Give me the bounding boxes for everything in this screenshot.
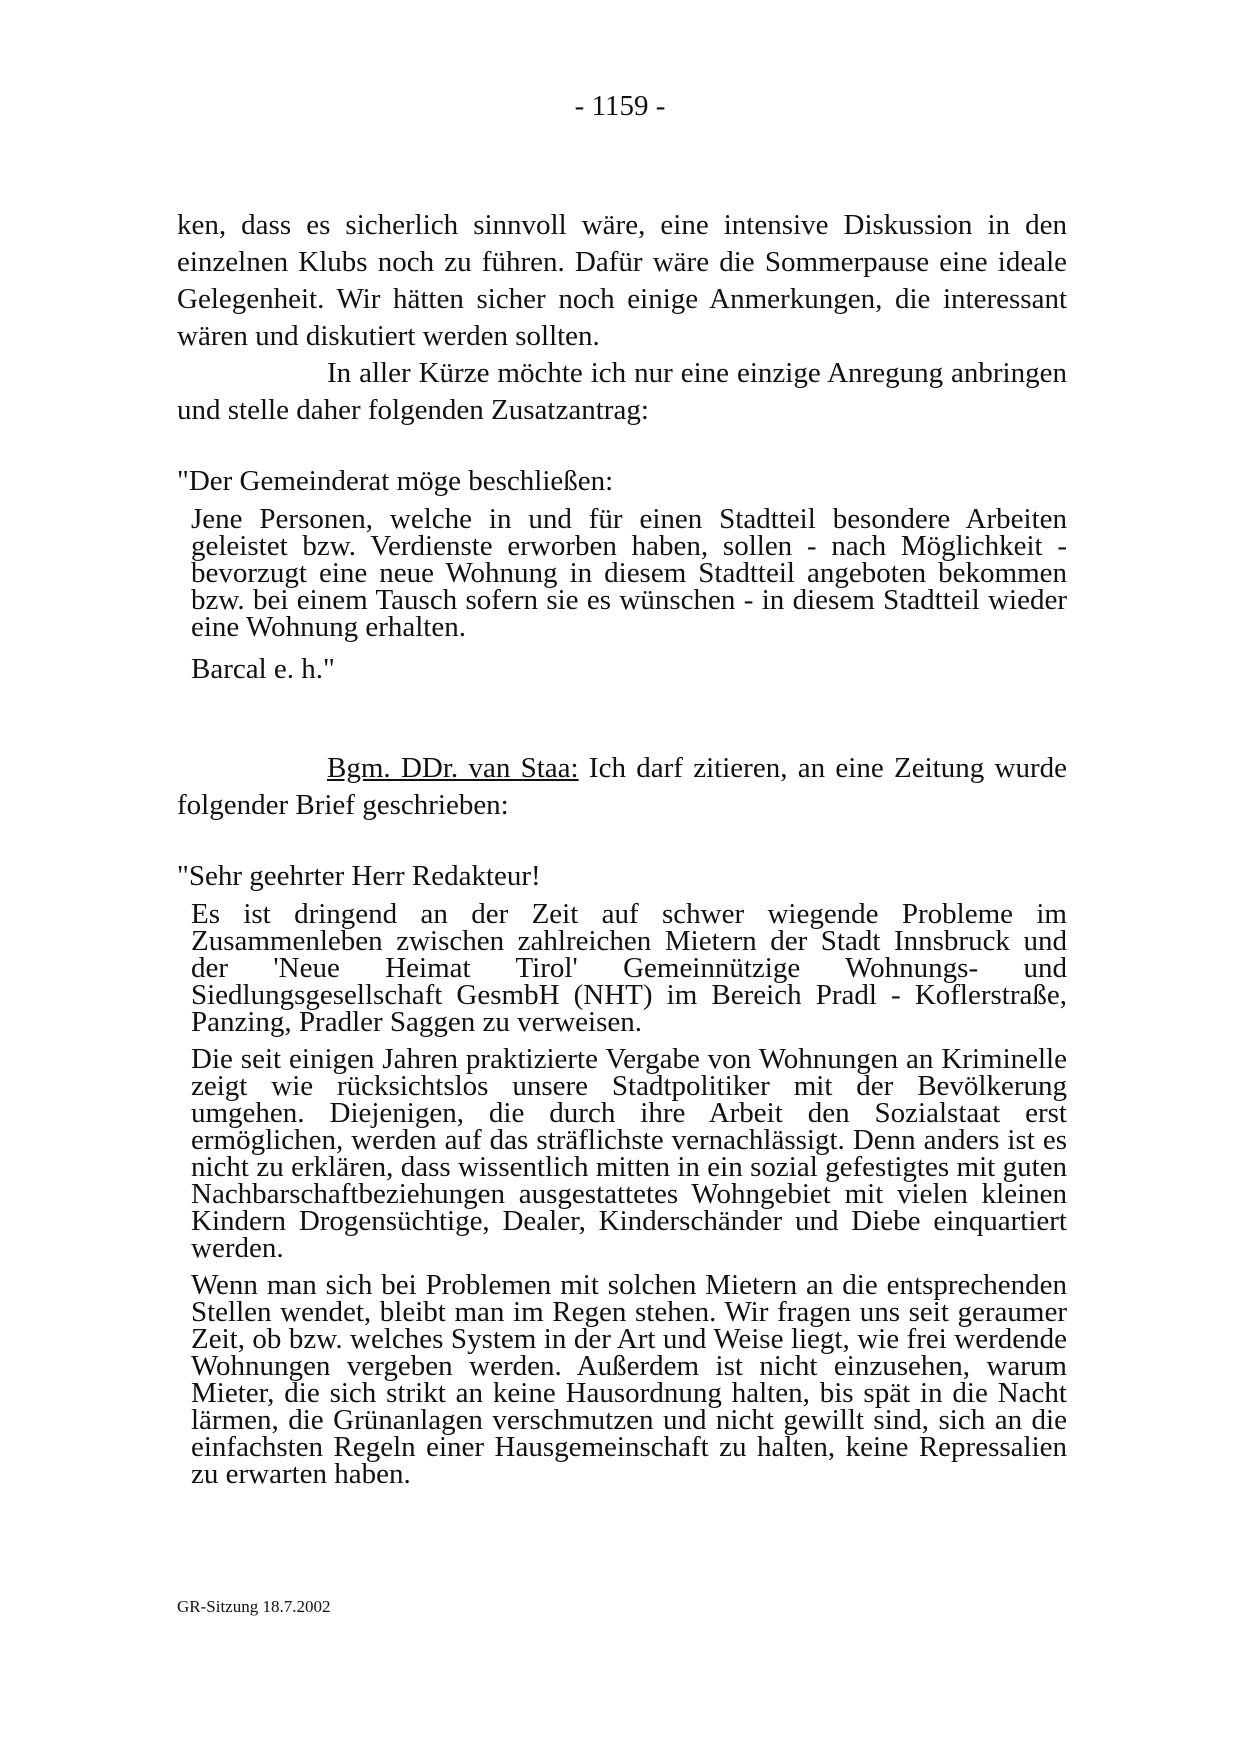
speaker-name: Bgm. DDr. van Staa: [327, 752, 579, 784]
document-body [177, 207, 1067, 1498]
letter-paragraph-2: Die seit einigen Jahren praktizierte Vergabe von Wohnungen an Kriminelle zeigt wie rücksichtslos unsere Stadtpolitiker mit der Bevölkerung umgehen. Diejenigen, die durch ihre Arbeit den Sozialstaat erst ermöglichen, werden auf das sträflichste vernachlässigt. Denn anders ist es nicht zu erklären, dass wissentlich mitten in ein sozial gefestigtes mit guten Nachbarschaftbeziehungen ausgestattetes Wohngebiet mit vielen kleinen Kindern Drogensüchtige, Dealer, Kinderschänder und Diebe einquartiert werden. [191, 1043, 1067, 1264]
speaker-statement: Ich darf zitieren, an eine Zeitung wurde folgender Brief geschrieben: [177, 752, 1067, 821]
motion-signature: Barcal e. h." [191, 653, 335, 685]
opening-paragraph: ken, dass es sicherlich sinnvoll wäre, eine intensive Diskussion in den einzelnen Klubs noch zu führen. Dafür wäre die Sommerpause eine ideale Gelegenheit. Wir hätten sicher noch einige Anmerkungen, die interessant wären und diskutiert werden sollten. [177, 209, 1067, 352]
page-number: - 1159 - [574, 90, 666, 122]
motion-heading: "Der Gemeinderat möge beschließen: [177, 465, 614, 497]
footer-session-date: GR-Sitzung 18.7.2002 [177, 1597, 331, 1616]
letter-block [191, 898, 1067, 1490]
letter-paragraph-3: Wenn man sich bei Problemen mit solchen Mietern an die entsprechenden Stellen wendet, bleibt man im Regen stehen. Wir fragen uns seit geraumer Zeit, ob bzw. welches System in der Art und Weise liegt, wie frei werdende Wohnungen vergeben werden. Außerdem ist nicht einzusehen, warum Mieter, die sich strikt an keine Hausordnung halten, bis spät in die Nacht lärmen, die Grünanlagen verschmutzen und nicht gewillt sind, sich an die einfachsten Regeln einer Hausgemeinschaft zu halten, keine Repressalien zu erwarten haben. [191, 1269, 1067, 1490]
motion-text: Jene Personen, welche in und für einen Stadtteil besondere Arbeiten geleistet bzw. Verdienste erworben haben, sollen - nach Möglichkeit - bevorzugt eine neue Wohnung in diesem Stadtteil angeboten bekommen bzw. bei einem Tausch sofern sie es wünschen - in diesem Stadtteil wieder eine Wohnung erhalten. [191, 503, 1067, 643]
speaker-paragraph [177, 750, 1067, 824]
motion-intro-paragraph: In aller Kürze möchte ich nur eine einzige Anregung anbringen und stelle daher folgenden Zusatzantrag: [177, 357, 1067, 426]
letter-salutation: "Sehr geehrter Herr Redakteur! [177, 860, 541, 892]
motion-block [191, 503, 1067, 688]
letter-paragraph-1: Es ist dringend an der Zeit auf schwer wiegende Probleme im Zusammenleben zwischen zahlreichen Mietern der Stadt Innsbruck und der 'Neue Heimat Tirol' Gemeinnützige Wohnungs- und Siedlungsgesellschaft GesmbH (NHT) im Bereich Pradl - Koflerstraße, Panzing, Pradler Saggen zu verweisen. [191, 898, 1067, 1038]
